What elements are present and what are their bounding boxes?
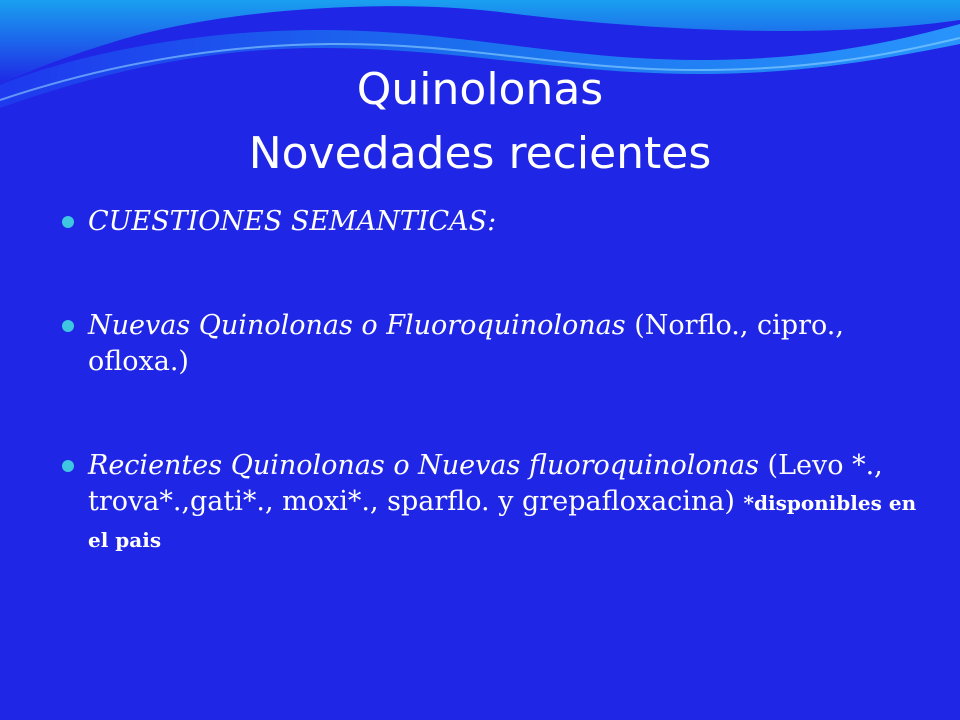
bullet-item <box>62 308 922 380</box>
title-line-1: Quinolonas <box>356 64 604 115</box>
bullet-item <box>62 448 922 558</box>
bullet-item <box>62 204 922 240</box>
bullet-dot-icon <box>62 320 74 332</box>
bullet-text: (Levo *., trova*.,gati*., moxi*., sparflo. y grepafloxacina) <box>88 450 883 517</box>
bullet-dot-icon <box>62 216 74 228</box>
title-line-2: Novedades recientes <box>248 128 712 179</box>
bullet-text: (Norflo., cipro., ofloxa.) <box>88 310 844 377</box>
bullet-list <box>62 204 922 558</box>
bullet-text-italic: Nuevas Quinolonas o Fluoroquinolonas <box>88 310 626 341</box>
bullet-note: *disponibles en el pais <box>88 491 917 552</box>
bullet-text-italic: Recientes Quinolonas o Nuevas fluoroquinolonas <box>88 450 759 481</box>
bullet-text-italic: CUESTIONES SEMANTICAS: <box>88 206 497 237</box>
slide-title <box>0 58 960 186</box>
bullet-dot-icon <box>62 460 74 472</box>
